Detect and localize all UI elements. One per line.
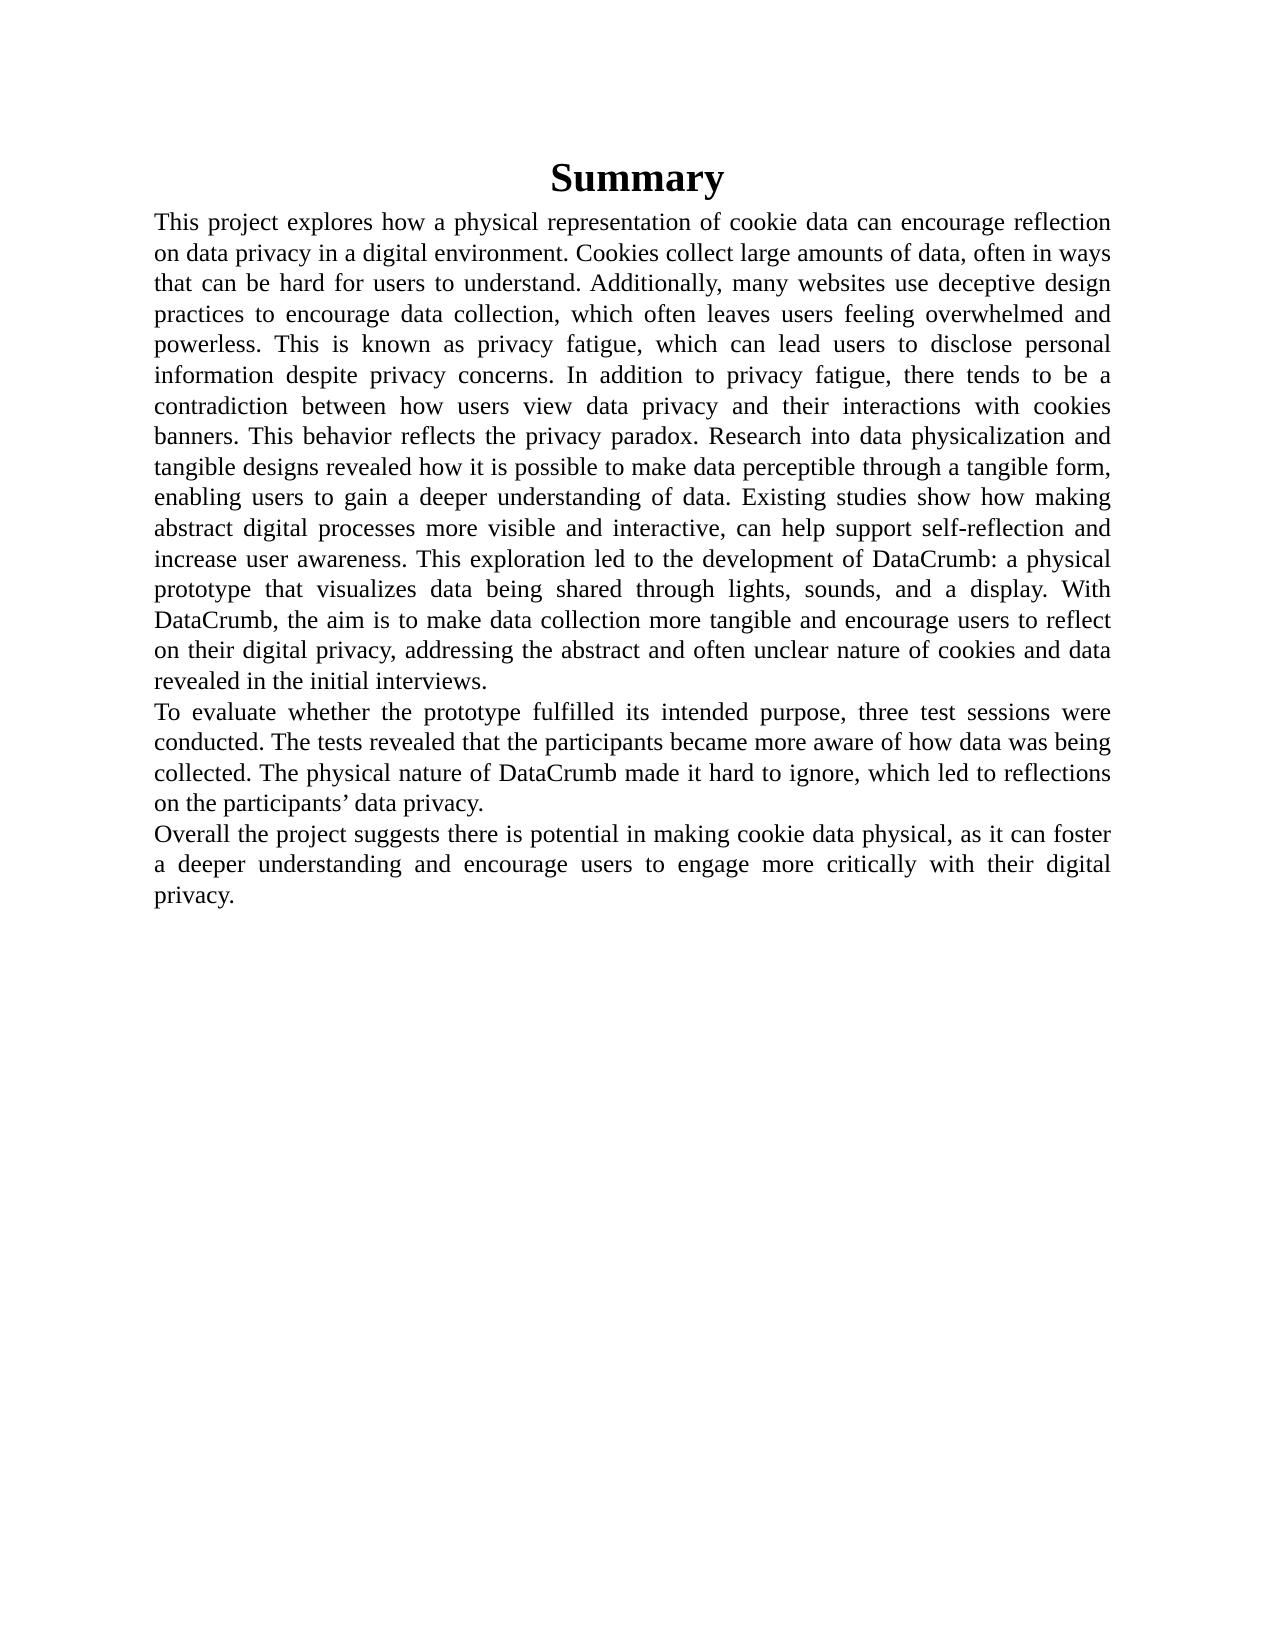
paragraph: To evaluate whether the prototype fulfilled its intended purpose, three test sessions were conducted. The tests revealed that the participants became more aware of how data was being collected. The physical nature of DataCrumb made it hard to ignore, which led to reflections on the participants’ data privacy. — [154, 697, 1111, 818]
summary-body — [154, 207, 1111, 911]
page-title: Summary — [550, 154, 725, 201]
paragraph: This project explores how a physical representation of cookie data can encourage reflection on data privacy in a digital environment. Cookies collect large amounts of data, often in ways that can be hard for users to understand. Additionally, many websites use deceptive design practices to encourage data collection, which often leaves users feeling overwhelmed and powerless. This is known as privacy fatigue, which can lead users to disclose personal information despite privacy concerns. In addition to privacy fatigue, there tends to be a contradiction between how users view data privacy and their interactions with cookies banners. This behavior reflects the privacy paradox. Research into data physicalization and tangible designs revealed how it is possible to make data perceptible through a tangible form, enabling users to gain a deeper understanding of data. Existing studies show how making abstract digital processes more visible and interactive, can help support self-reflection and increase user awareness. This exploration led to the development of DataCrumb: a physical prototype that visualizes data being shared through lights, sounds, and a display. With DataCrumb, the aim is to make data collection more tangible and encourage users to reflect on their digital privacy, addressing the abstract and often unclear nature of cookies and data revealed in the initial interviews. — [154, 208, 1111, 695]
paragraph: Overall the project suggests there is potential in making cookie data physical, as it can foster a deeper understanding and encourage users to engage more critically with their digital privacy. — [154, 819, 1111, 910]
